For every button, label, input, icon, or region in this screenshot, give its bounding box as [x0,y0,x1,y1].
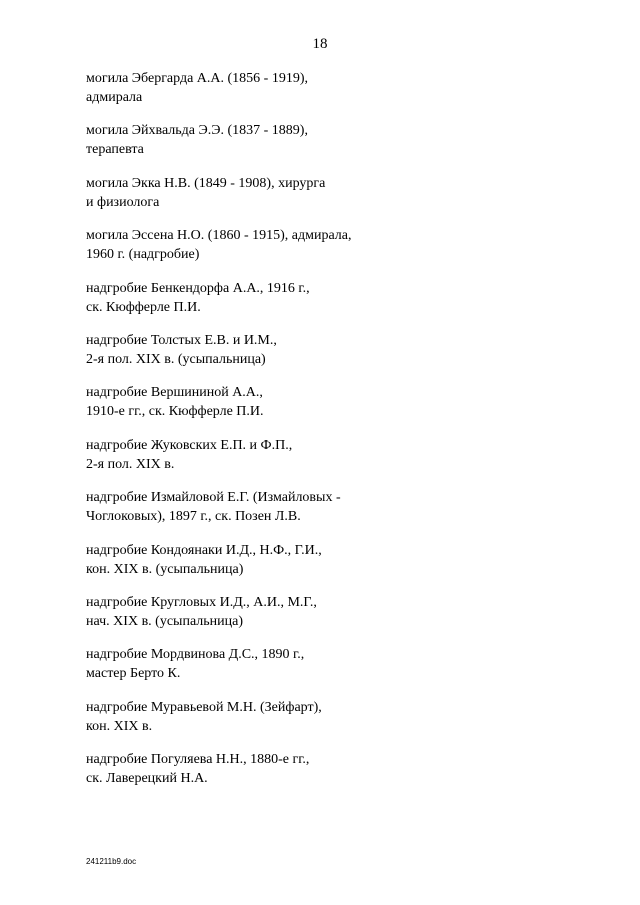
list-item [86,331,566,383]
entry-line-2: нач. XIX в. (усыпальница) [86,613,244,629]
list-item [86,593,566,645]
list-item [86,645,566,697]
entry-line-1: могила Эйхвальда Э.Э. (1837 - 1889), [86,123,308,139]
entry-line-1: надгробие Бенкендорфа А.А., 1916 г., [86,280,310,296]
entry-list [86,69,566,802]
entry-line-2: 2-я пол. XIX в. (усыпальница) [86,351,266,367]
entry-line-1: надгробие Мордвинова Д.С., 1890 г., [86,647,305,663]
entry-line-1: надгробие Толстых Е.В. и И.М., [86,332,277,348]
entry-line-2: 2-я пол. XIX в. [86,456,175,472]
entry-line-1: надгробие Муравьевой М.Н. (Зейфарт), [86,699,322,715]
entry-line-2: ск. Кюфферле П.И. [86,299,201,315]
list-item [86,698,566,750]
list-item [86,488,566,540]
entry-line-2: и физиолога [86,194,160,210]
list-item [86,69,566,121]
entry-line-2: кон. XIX в. [86,718,153,734]
entry-line-2: кон. XIX в. (усыпальница) [86,561,244,577]
entry-line-1: надгробие Кондоянаки И.Д., Н.Ф., Г.И., [86,542,322,558]
entry-line-1: могила Эссена Н.О. (1860 - 1915), адмирала, [86,228,352,244]
footer-filename: 241211b9.doc [86,857,137,866]
entry-line-2: 1960 г. (надгробие) [86,247,200,263]
list-item [86,383,566,435]
page-number: 18 [312,36,328,52]
list-item [86,226,566,278]
list-item [86,541,566,593]
entry-line-1: надгробие Измайловой Е.Г. (Измайловых - [86,490,341,506]
entry-line-1: надгробие Вершининой А.А., [86,385,263,401]
entry-line-2: ск. Лаверецкий Н.А. [86,771,208,787]
entry-line-1: надгробие Жуковских Е.П. и Ф.П., [86,437,293,453]
entry-line-2: Чоглоковых), 1897 г., ск. Позен Л.В. [86,509,301,525]
entry-line-1: могила Эбергарда А.А. (1856 - 1919), [86,71,309,86]
list-item [86,279,566,331]
entry-line-1: надгробие Погуляева Н.Н., 1880-е гг., [86,752,310,768]
entry-line-2: адмирала [86,90,143,105]
list-item [86,174,566,226]
entry-line-2: 1910-е гг., ск. Кюфферле П.И. [86,404,264,420]
entry-line-2: мастер Берто К. [86,666,181,682]
list-item [86,436,566,488]
list-item [86,121,566,173]
list-item [86,750,566,802]
entry-line-2: терапевта [86,142,144,158]
entry-line-1: надгробие Кругловых И.Д., А.И., М.Г., [86,594,317,610]
entry-line-1: могила Экка Н.В. (1849 - 1908), хирурга [86,175,326,191]
